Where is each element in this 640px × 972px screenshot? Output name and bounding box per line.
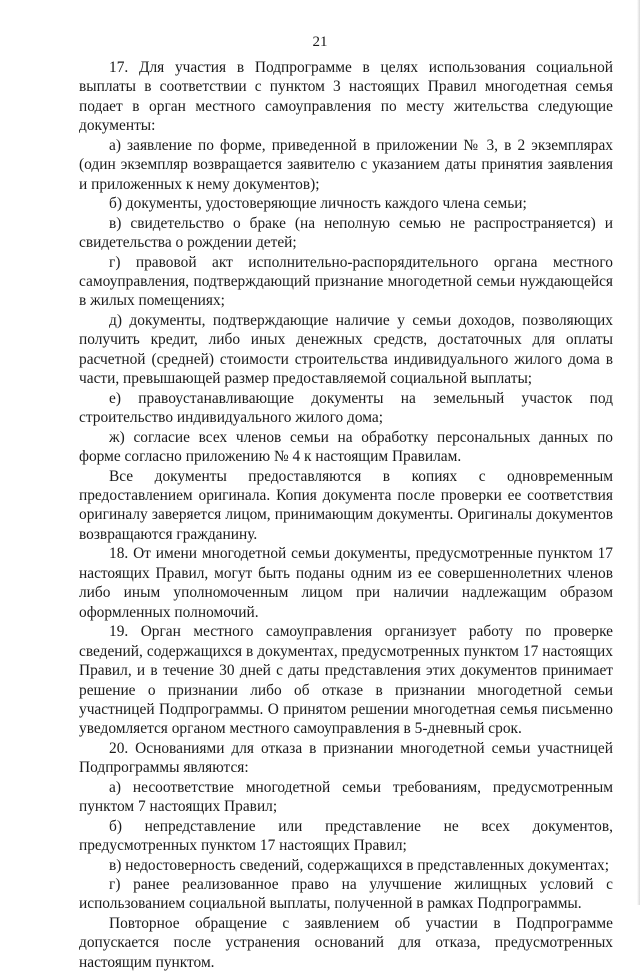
list-item-b-identity-documents: б) документы, удостоверяющие личность каждого члена семьи; bbox=[109, 195, 527, 213]
list-item-g-legal-act: г) правовой акт исполнительно-распорядительного органа местного самоуправления, подтверждающий признание многодетной семьи нуждающейся в жилых помещениях; bbox=[79, 253, 613, 310]
paragraph-repeat-application: Повторное обращение с заявлением об участии в Подпрограмме допускается после устранения оснований для отказа, предусмотренных настоящим пунктом. bbox=[79, 914, 613, 971]
refusal-item-a: а) несоответствие многодетной семьи требованиям, предусмотренным пунктом 7 настоящих Правил; bbox=[79, 778, 613, 816]
list-item-e-land-documents: е) правоустанавливающие документы на земельный участок под строительство индивидуального жилого дома; bbox=[79, 389, 613, 427]
refusal-item-v: в) недостоверность сведений, содержащихся в представленных документах; bbox=[109, 856, 610, 874]
refusal-item-b: б) непредставление или представление не всех документов, предусмотренных пунктом 17 настоящих Правил; bbox=[79, 817, 613, 855]
page-number: 21 bbox=[312, 34, 328, 50]
document-body bbox=[79, 58, 613, 972]
list-item-a-application: а) заявление по форме, приведенной в приложении № 3, в 2 экземплярах (один экземпляр возвращается заявителю с указанием даты принятия заявления и приложенных к нему документов); bbox=[79, 136, 613, 193]
paragraph-20-intro: 20. Основаниями для отказа в признании многодетной семьи участницей Подпрограммы являются: bbox=[79, 739, 613, 777]
paragraph-19: 19. Орган местного самоуправления организует работу по проверке сведений, содержащихся в документах, предусмотренных пунктом 17 настоящих Правил, и в течение 30 дней с даты представления этих документов принимает решение о признании либо об отказе в признании многодетной семьи участницей Подпрограммы. О принятом решении многодетная семья письменно уведомляется органом местного самоуправления в 5-дневный срок. bbox=[79, 623, 613, 738]
refusal-item-g: г) ранее реализованное право на улучшение жилищных условий с использованием социальной выплаты, полученной в рамках Подпрограммы. bbox=[79, 876, 613, 913]
list-item-zh-data-consent: ж) согласие всех членов семьи на обработку персональных данных по форме согласно приложению № 4 к настоящим Правилам. bbox=[79, 428, 613, 466]
list-item-d-income-documents: д) документы, подтверждающие наличие у семьи доходов, позволяющих получить кредит, либо иных денежных средств, достаточных для оплаты расчетной (средней) стоимости строительства индивидуального жилого дома в части, превышающей размер предоставляемой социальной выплаты; bbox=[79, 311, 613, 388]
list-item-v-marriage-certificate: в) свидетельство о браке (на неполную семью не распространяется) и свидетельства о рождении детей; bbox=[79, 214, 613, 252]
paragraph-17-intro: 17. Для участия в Подпрограмме в целях использования социальной выплаты в соответствии с пунктом 3 настоящих Правил многодетная семья подает в орган местного самоуправления по месту жительства следующие документы: bbox=[79, 59, 613, 135]
paragraph-copies-note: Все документы предоставляются в копиях с одновременным предоставлением оригинала. Копия документа после проверки ее соответствия оригиналу заверяется лицом, принимающим документы. Оригиналы документов возвращаются гражданину. bbox=[79, 467, 613, 543]
paragraph-18: 18. От имени многодетной семьи документы, предусмотренные пунктом 17 настоящих Правил, могут быть поданы одним из ее совершеннолетних членов либо иным уполномоченным лицом при наличии надлежащим образом оформленных полномочий. bbox=[79, 545, 613, 621]
